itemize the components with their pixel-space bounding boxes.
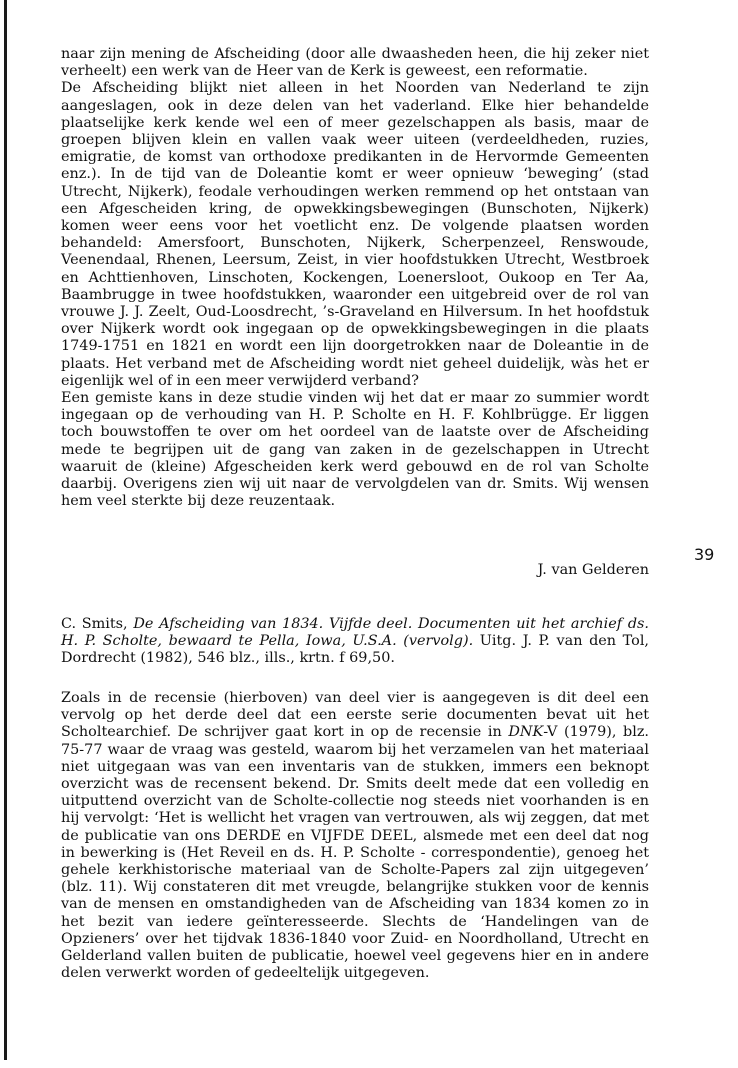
citation-title: De Afscheiding van 1834. Vijfde deel. Documenten uit het archief ds. H. P. Scholte, bewaard te Pella, Iowa, U.S.A. (vervolg).: [61, 616, 649, 650]
paragraph: Zoals in de recensie (hierboven) van deel vier is aangegeven is dit deel een vervolg op het derde deel dat een eerste serie documenten bevat uit het Scholtearchief. De schrijver gaat kort in op de recensie in DNK-V (1979), blz. 75-77 waar de vraag was gesteld, waarom bij het verzamelen van het materiaal niet uitgegaan was van een inventaris van de stukken, immers een beknopt overzicht was de recensent bekend. Dr. Smits deelt mede dat een volledig en uitputtend overzicht van de Scholte-collectie nog steeds niet voorhanden is en hij vervolgt: ‘Het is wellicht het vragen van vertrouwen, als wij zeggen, dat met de publicatie van ons DERDE en VIJFDE DEEL, alsmede met een deel dat nog in bewerking is (Het Reveil en ds. H. P. Scholte - correspondentie), genoeg het gehele kerkhistorische materiaal van de Scholte-Papers zal zijn uitgegeven’ (blz. 11). Wij constateren dit met vreugde, belangrijke stukken voor de kennis van de mensen en omstandigheden van de Afscheiding van 1834 komen zo in het bezit van iedere geïnteresseerde. Slechts de ‘Handelingen van de Opzieners’ over het tijdvak 1836-1840 voor Zuid- en Noordholland, Utrecht en Gelderland vallen buiten de publicatie, hoewel veel gegevens hier en in andere delen verwerkt worden of gedeeltelijk uitgegeven.: [61, 690, 649, 982]
page-number: 39: [694, 545, 715, 564]
left-margin-rule: [4, 0, 7, 1060]
review-1-text: [61, 46, 649, 510]
reviewer-signature: J. van Gelderen: [537, 562, 649, 578]
paragraph: naar zijn mening de Afscheiding (door alle dwaasheden heen, die hij zeker niet verheelt) een werk van de Heer van de Kerk is geweest, een reformatie.: [61, 46, 649, 80]
review-2-text: [61, 690, 649, 982]
paragraph: Een gemiste kans in deze studie vinden wij het dat er maar zo summier wordt ingegaan op de verhouding van H. P. Scholte en H. F. Kohlbrügge. Er liggen toch bouwstoffen te over om het oordeel van de laatste over de Afscheiding mede te begrijpen uit de gang van zaken in de gezelschappen in Utrecht waaruit de (kleine) Afgescheiden kerk werd gebouwd en de rol van Scholte daarbij. Overigens zien wij uit naar de vervolgdelen van dr. Smits. Wij wensen hem veel sterkte bij deze reuzentaak.: [61, 390, 649, 510]
journal-abbreviation: DNK: [508, 724, 544, 741]
book-citation: [61, 616, 649, 668]
citation-author: C. Smits,: [61, 616, 134, 632]
citation-publisher: Uitg. J. P. van den Tol, Dordrecht (1982), 546 blz., ills., krtn. f 69,50.: [61, 633, 649, 667]
paragraph: De Afscheiding blijkt niet alleen in het Noorden van Nederland te zijn aangeslagen, ook in deze delen van het vaderland. Elke hier behandelde plaatselijke kerk kende wel een of meer gezelschappen als basis, maar de groepen blijven klein en vallen vaak weer uiteen (verdeeldheden, ruzies, emigratie, de komst van orthodoxe predikanten in de Hervormde Gemeenten enz.). In de tijd van de Doleantie komt er weer opnieuw ‘beweging’ (stad Utrecht, Nijkerk), feodale verhoudingen werken remmend op het ontstaan van een Afgescheiden kring, de opwekkingsbewegingen (Bunschoten, Nijkerk) komen weer eens voor het voetlicht enz. De volgende plaatsen worden behandeld: Amersfoort, Bunschoten, Nijkerk, Scherpenzeel, Renswoude, Veenendaal, Rhenen, Leersum, Zeist, in vier hoofdstukken Utrecht, Westbroek en Achttienhoven, Linschoten, Kockengen, Loenersloot, Oukoop en Ter Aa, Baambrugge in twee hoofdstukken, waaronder een uitgebreid over de rol van vrouwe J. J. Zeelt, Oud-Loosdrecht, ’s-Graveland en Hilversum. In het hoofdstuk over Nijkerk wordt ook ingegaan op de opwekkingsbewegingen in die plaats 1749-1751 en 1821 en wordt een lijn doorgetrokken naar de Doleantie in de plaats. Het verband met de Afscheiding wordt niet geheel duidelijk, wàs het er eigenlijk wel of in een meer verwijderd verband?: [61, 80, 649, 389]
